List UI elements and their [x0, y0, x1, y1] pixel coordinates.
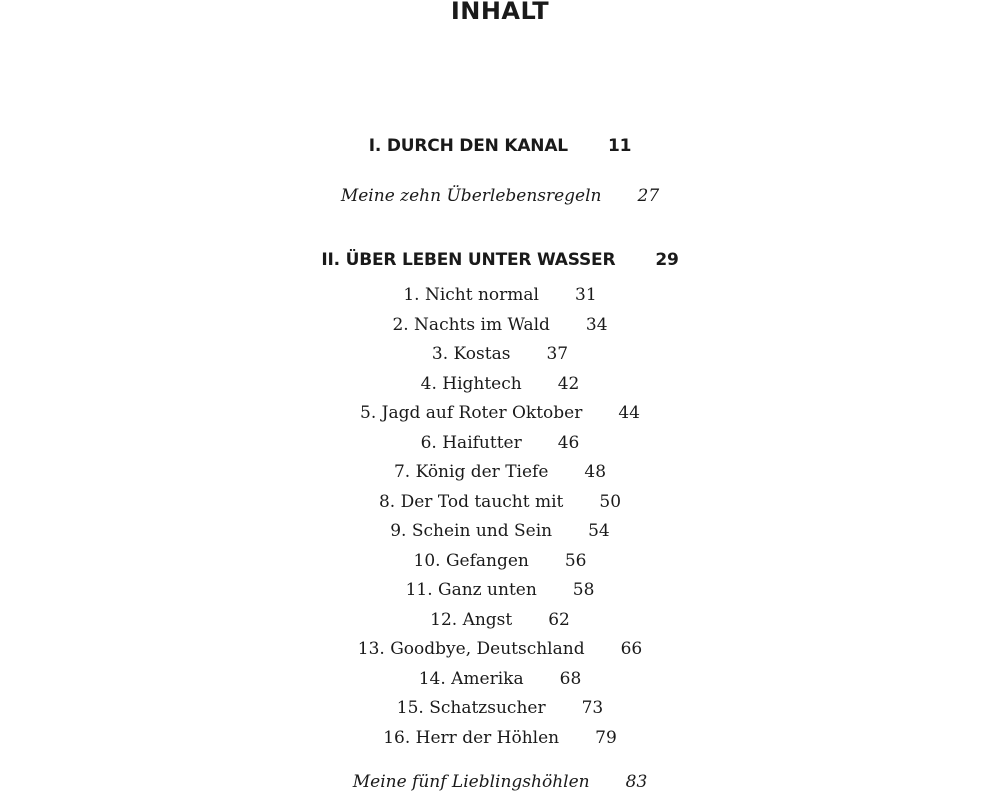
- toc-chapter-entry: [0, 315, 1000, 335]
- toc-entry-page: 66: [620, 639, 643, 659]
- toc-section-entry: [0, 136, 1000, 156]
- toc-entry-title: 14. Amerika: [418, 669, 524, 689]
- toc-entry-page: 27: [637, 186, 660, 206]
- toc-entry-page: 58: [572, 580, 595, 600]
- toc-entry-page: 54: [588, 521, 610, 541]
- toc-chapter-entry: [0, 521, 1000, 541]
- toc-entry-page: 56: [564, 551, 587, 571]
- toc-entry-title: 8. Der Tod taucht mit: [378, 492, 564, 512]
- toc-chapter-entry: [0, 374, 1000, 394]
- toc-entry-title: Meine zehn Überlebensregeln: [340, 186, 602, 206]
- toc-chapter-entry: [0, 580, 1000, 600]
- toc-chapter-entry: [0, 285, 1000, 305]
- toc-chapter-entry: [0, 728, 1000, 748]
- toc-entry-title: 7. König der Tiefe: [393, 462, 549, 482]
- toc-chapter-entry: [0, 492, 1000, 512]
- toc-chapter-entry: [0, 698, 1000, 718]
- toc-entry-page: 11: [607, 136, 632, 156]
- toc-entry-page: 31: [575, 285, 597, 305]
- toc-entry-page: 83: [625, 772, 648, 792]
- toc-entry-page: 50: [599, 492, 622, 512]
- toc-entry-title: 13. Goodbye, Deutschland: [357, 639, 585, 659]
- toc-entry-title: 15. Schatzsucher: [396, 698, 546, 718]
- toc-entry-title: 3. Kostas: [431, 344, 511, 364]
- toc-entry-page: 29: [655, 250, 679, 270]
- page-title: INHALT: [450, 0, 550, 25]
- toc-entry-title: 5. Jagd auf Roter Oktober: [360, 403, 583, 423]
- toc-entry-page: 73: [581, 698, 604, 718]
- toc-chapter-entry: [0, 344, 1000, 364]
- toc-interlude-entry: [0, 772, 1000, 792]
- toc-entry-page: 42: [557, 374, 580, 394]
- toc-entry-page: 34: [585, 315, 608, 335]
- toc-entry-page: 37: [546, 344, 569, 364]
- toc-chapter-entry: [0, 669, 1000, 689]
- toc-entry-page: 48: [584, 462, 607, 482]
- toc-entry-title: 1. Nicht normal: [403, 285, 539, 305]
- toc-section-entry: [0, 250, 1000, 270]
- toc-chapter-entry: [0, 610, 1000, 630]
- toc-entry-title: II. ÜBER LEBEN UNTER WASSER: [321, 250, 616, 270]
- toc-entry-title: 2. Nachts im Wald: [392, 315, 550, 335]
- toc-chapter-entry: [0, 639, 1000, 659]
- toc-entry-title: 16. Herr der Höhlen: [383, 728, 560, 748]
- toc-entry-page: 62: [548, 610, 570, 630]
- toc-chapter-entry: [0, 433, 1000, 453]
- toc-entry-title: Meine fünf Lieblingshöhlen: [352, 772, 590, 792]
- toc-entry-title: I. DURCH DEN KANAL: [368, 136, 568, 156]
- toc-interlude-entry: [0, 186, 1000, 206]
- toc-entry-page: 79: [595, 728, 617, 748]
- toc-entry-title: 10. Gefangen: [413, 551, 529, 571]
- toc-entry-page: 68: [559, 669, 582, 689]
- toc-entry-title: 12. Angst: [430, 610, 513, 630]
- toc-entry-page: 44: [618, 403, 640, 423]
- toc-chapter-entry: [0, 462, 1000, 482]
- toc-chapter-entry: [0, 551, 1000, 571]
- toc-entry-page: 46: [557, 433, 580, 453]
- toc-entry-title: 9. Schein und Sein: [390, 521, 553, 541]
- toc-entry-title: 4. Hightech: [420, 374, 522, 394]
- toc-entry-title: 6. Haifutter: [420, 433, 522, 453]
- toc-entry-title: 11. Ganz unten: [405, 580, 537, 600]
- toc-chapter-entry: [0, 403, 1000, 423]
